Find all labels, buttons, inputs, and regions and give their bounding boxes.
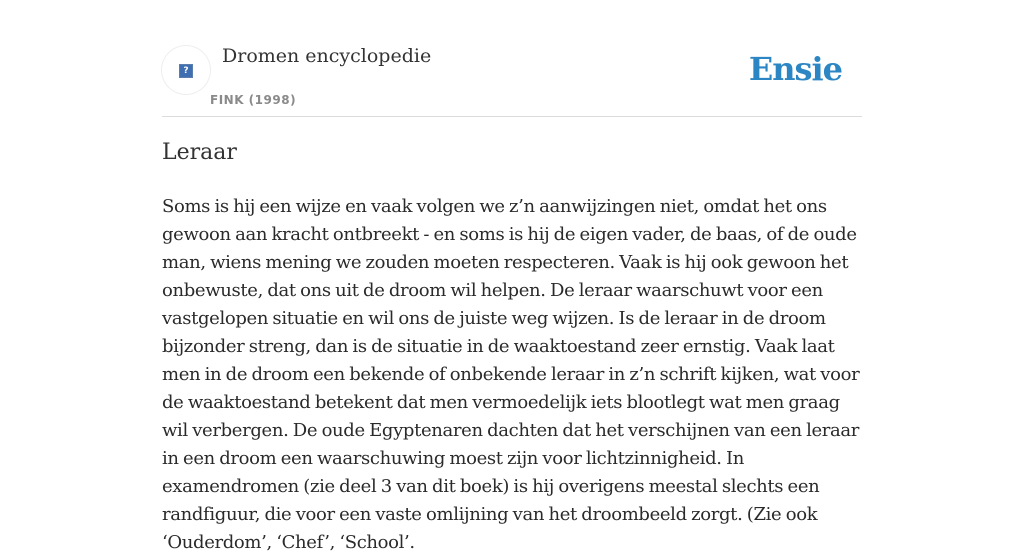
source-logo[interactable] [162, 46, 210, 94]
question-mark-icon: ? [179, 64, 193, 78]
entry-body: Soms is hij een wijze en vaak volgen we z’n aanwijzingen niet, omdat het ons gewoon aan kracht ontbreekt - en soms is hij de eigen vader, de baas, of de oude man, wiens mening we zouden moeten respecteren. Vaak is hij ook gewoon het onbewuste, dat ons uit de droom wil helpen. De leraar waarschuwt voor een vastgelopen situatie en wil ons de juiste weg wijzen. Is de leraar in de droom bijzonder streng, dan is de situatie in de waaktoestand zeer ernstig. Vaak laat men in de droom een bekende of onbekende leraar in z’n schrift kijken, wat voor de waaktoestand betekent dat men vermoedelijk iets blootlegt wat men graag wil verbergen. De oude Egyptenaren dachten dat het verschijnen van een leraar in een droom een waarschuwing moest zijn voor lichtzinnigheid. In examendromen (zie deel 3 van dit boek) is hij overigens meestal slechts een randfiguur, die voor een vaste omlijning van het droombeeld zorgt. (Zie ook ‘Ouderdom’, ‘Chef’, ‘School’. [162, 196, 860, 553]
source-author: FINK (1998) [210, 93, 297, 107]
brand-logo[interactable]: Ensie [748, 50, 842, 88]
entry-title: Leraar [162, 140, 237, 165]
source-title[interactable]: Dromen encyclopedie [222, 45, 432, 67]
source-header [162, 0, 862, 117]
page [162, 0, 862, 553]
